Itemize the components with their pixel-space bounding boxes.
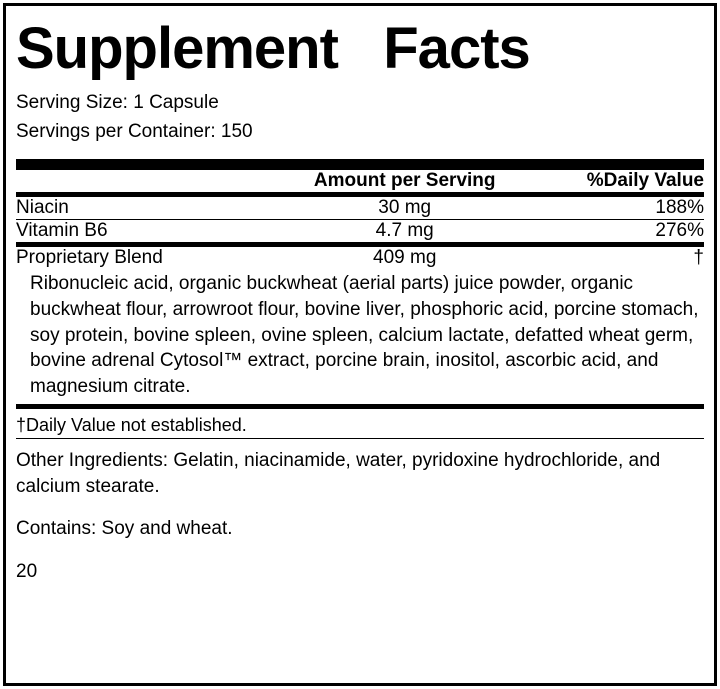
nutrient-rows (16, 197, 704, 219)
table-row (16, 197, 704, 219)
nutrient-name: Vitamin B6 (16, 220, 108, 242)
page-number: 20 (16, 561, 38, 583)
blend-ingredients: Ribonucleic acid, organic buckwheat (aerial parts) juice powder, organic buckwheat flour, arrowroot flour, bovine liver, phosphoric acid, porcine stomach, soy protein, bovine spleen, ovine spleen, calcium lactate, defatted wheat germ, bovine adrenal Cytosol™ extract, porcine brain, inositol, ascorbic acid, and magnesium citrate. (30, 273, 699, 397)
header-daily-value: %Daily Value (586, 169, 704, 191)
blend-name: Proprietary Blend (16, 247, 163, 269)
nutrient-daily-value: 276% (655, 220, 704, 242)
table-header-row (16, 170, 704, 192)
daily-value-footnote: †Daily Value not established. (16, 414, 247, 435)
blend-amount: 409 mg (373, 247, 437, 269)
blend-daily-value: † (693, 247, 704, 269)
table-row (16, 220, 704, 242)
page-title: Supplement Facts (16, 16, 530, 81)
nutrient-rows-2 (16, 220, 704, 242)
nutrient-amount: 30 mg (378, 196, 432, 218)
header-nutrient (16, 170, 277, 192)
nutrient-amount: 4.7 mg (375, 220, 434, 242)
servings-per-container: Servings per Container: 150 (16, 120, 253, 142)
facts-table (16, 170, 704, 192)
nutrient-name: Niacin (16, 196, 69, 218)
header-amount-per-serving: Amount per Serving (313, 169, 496, 191)
label-content (16, 14, 704, 583)
nutrient-daily-value: 188% (655, 196, 704, 218)
serving-size: Serving Size: 1 Capsule (16, 92, 219, 113)
other-ingredients: Other Ingredients: Gelatin, niacinamide, water, pyridoxine hydrochloride, and calcium stearate. (16, 450, 661, 497)
divider-above-other (16, 438, 704, 440)
proprietary-blend-row (16, 247, 704, 269)
table-row (16, 247, 704, 269)
divider-thick-top (16, 159, 704, 170)
contains-statement: Contains: Soy and wheat. (16, 518, 233, 540)
